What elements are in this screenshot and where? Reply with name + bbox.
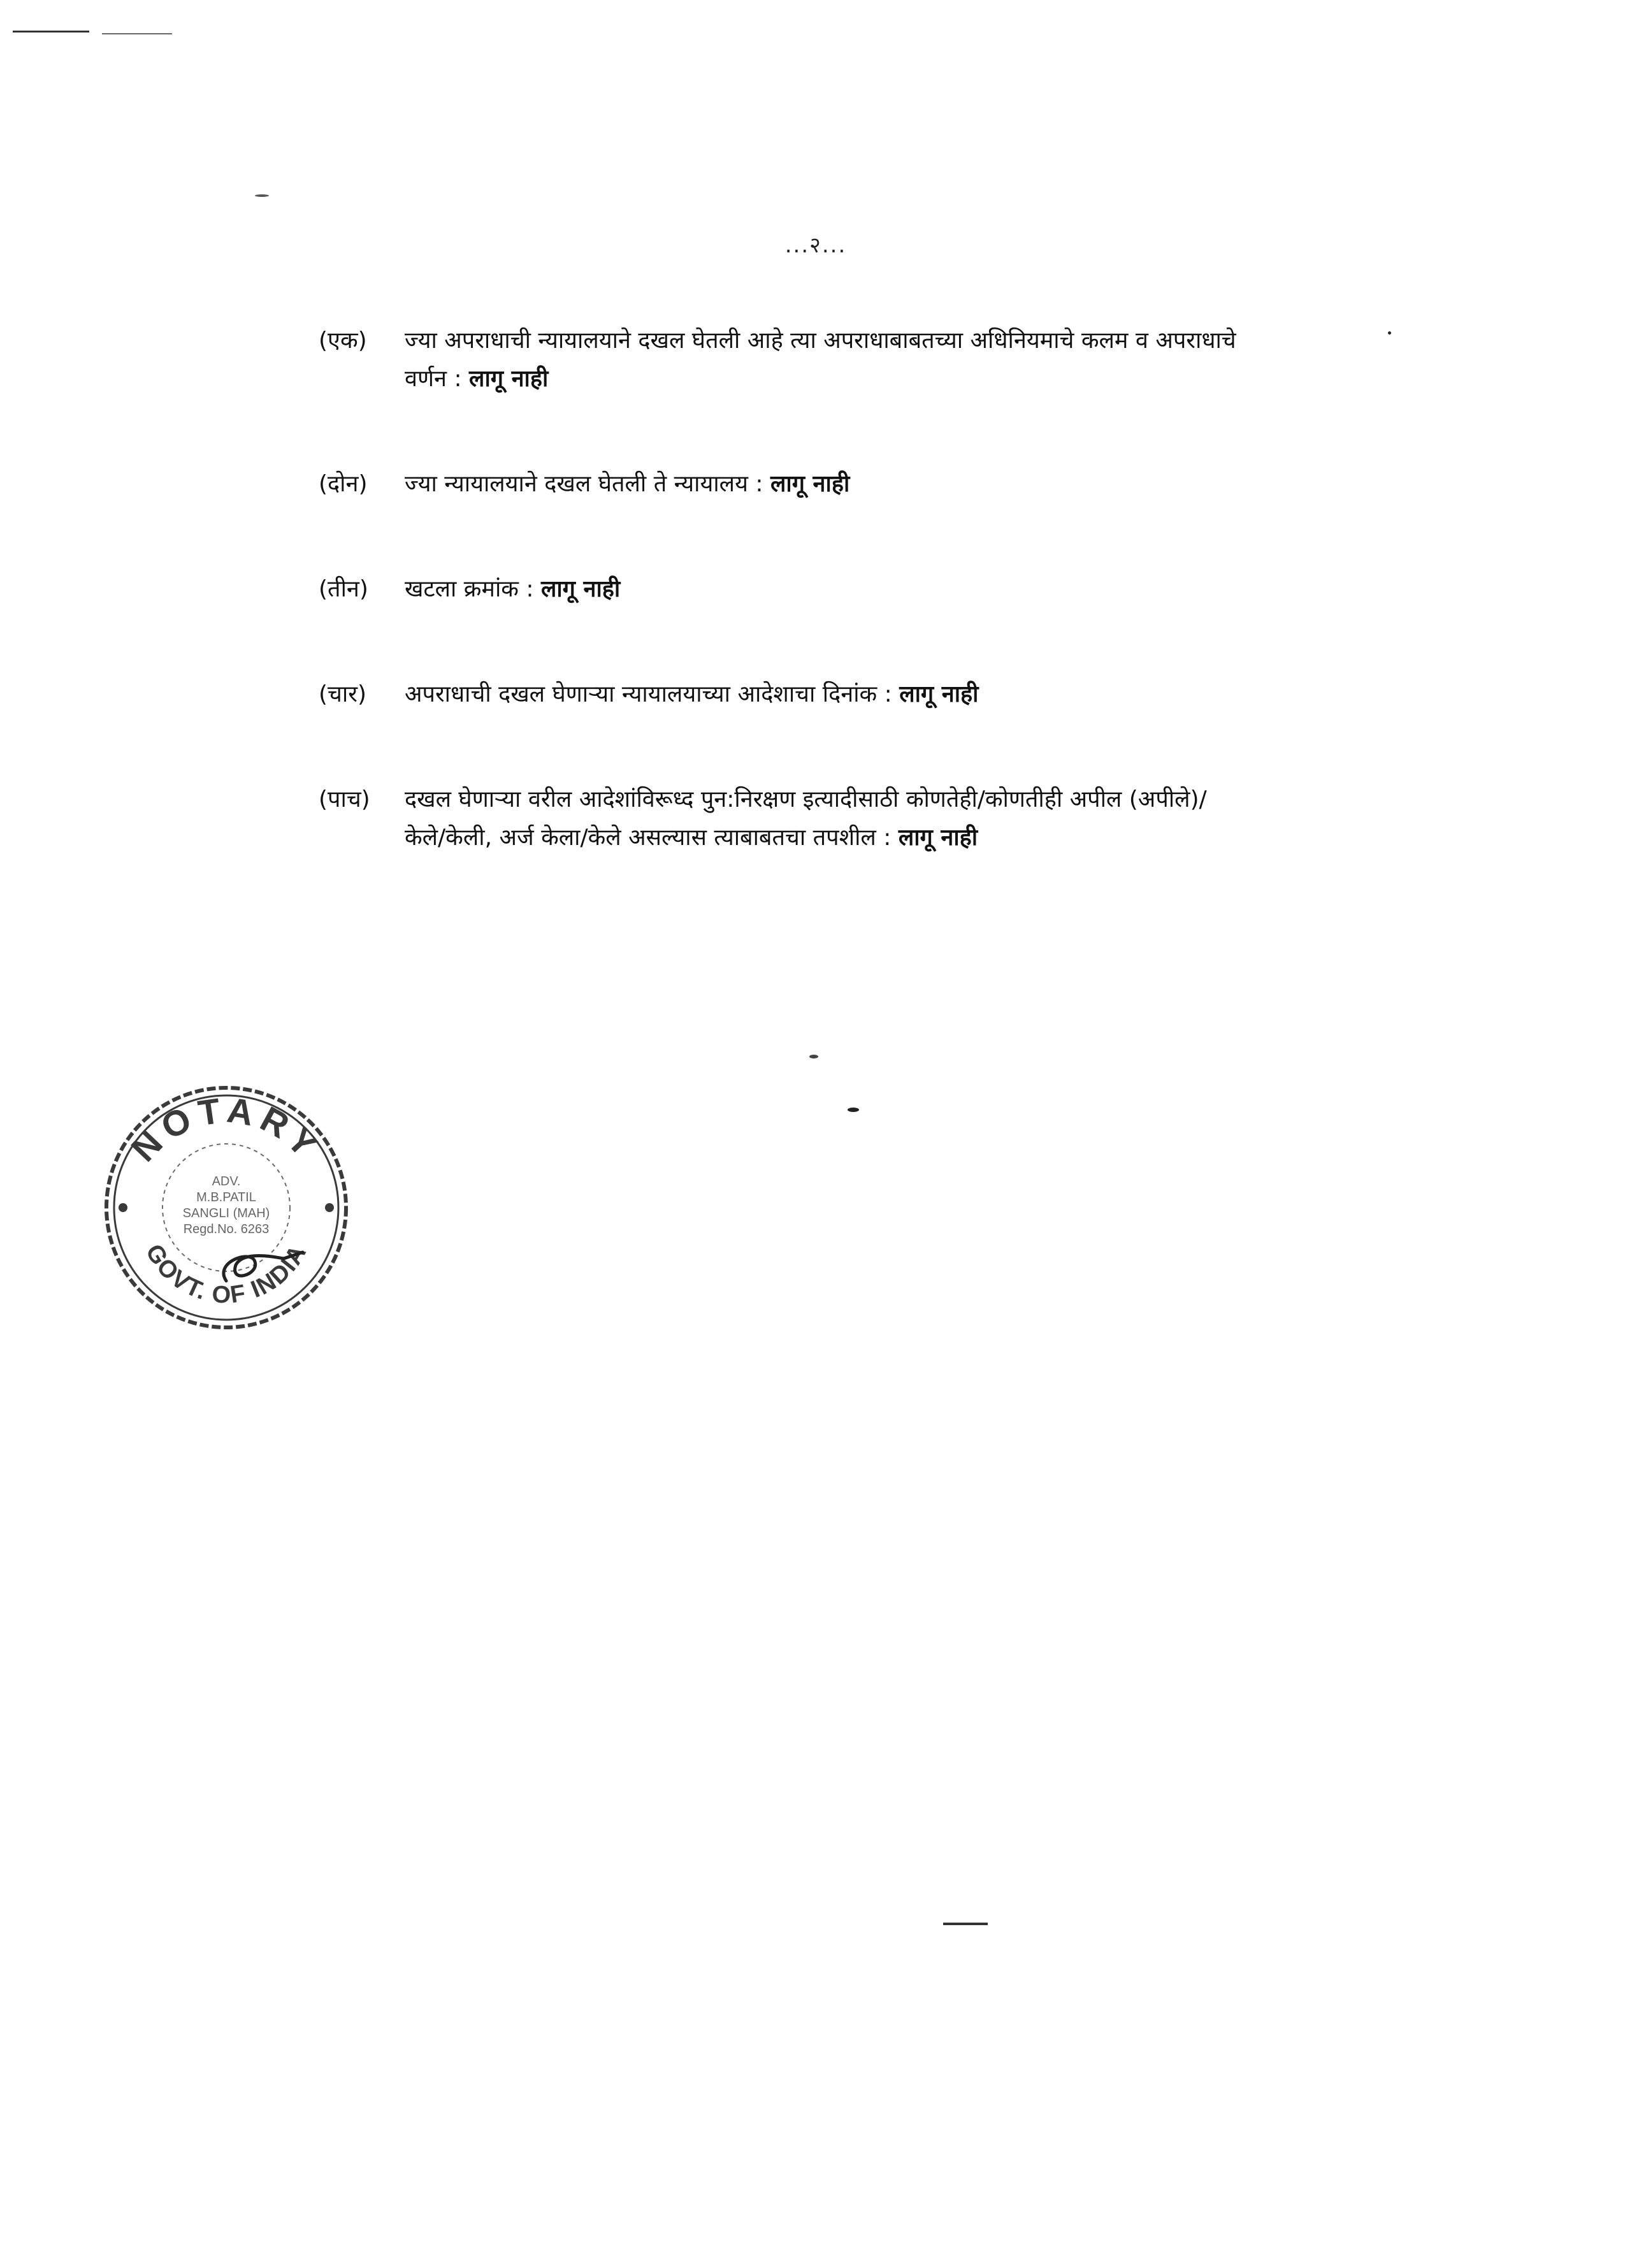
- scan-artifact: [943, 1923, 988, 1925]
- item-marker: (चार): [319, 681, 366, 707]
- item-value: लागू नाही: [469, 366, 549, 392]
- item-value: लागू नाही: [770, 471, 850, 497]
- stamp-bottom-arc: GOVT. OF INDIA: [140, 1239, 312, 1310]
- stamp-top-arc: NOTARY: [123, 1089, 329, 1169]
- item-text: [405, 675, 1236, 714]
- list-item: [319, 570, 1236, 609]
- item-text: [405, 570, 1236, 609]
- item-value: लागू नाही: [898, 825, 978, 851]
- scan-artifact: [102, 33, 172, 34]
- stamp-dot: [325, 1203, 334, 1212]
- notary-stamp: [92, 1071, 360, 1338]
- scan-artifact: [255, 194, 269, 197]
- stamp-center-line: M.B.PATIL: [196, 1190, 256, 1204]
- stamp-dot: [119, 1203, 127, 1212]
- stamp-bottom-text: [140, 1240, 312, 1309]
- item-list: [319, 322, 1236, 924]
- item-text: [405, 465, 1236, 503]
- scan-artifact: [809, 1055, 818, 1058]
- item-description: अपराधाची दखल घेणाऱ्या न्यायालयाच्या आदेशाचा दिनांक :: [405, 681, 900, 707]
- page-number: ...२...: [784, 233, 847, 258]
- item-marker: (पाच): [319, 786, 370, 813]
- stamp-center-line: ADV.: [212, 1174, 241, 1188]
- list-item: [319, 781, 1236, 857]
- stamp-top-text: [123, 1090, 329, 1169]
- item-text: [405, 781, 1236, 857]
- scan-artifact: [13, 31, 89, 33]
- stamp-center-line: Regd.No. 6263: [183, 1222, 270, 1236]
- item-description: दखल घेणाऱ्या वरील आदेशांविरूध्द पुन:निरक्षण इत्यादीसाठी कोणतेही/कोणतीही अपील (अपीले)/केले/केली, अर्ज केला/केले असल्यास त्याबाबतचा तपशील :: [405, 786, 1207, 851]
- scan-artifact: [848, 1108, 859, 1112]
- list-item: [319, 465, 1236, 503]
- item-marker: (एक): [319, 328, 367, 354]
- item-description: ज्या अपराधाची न्यायालयाने दखल घेतली आहे त्या अपराधाबाबतच्या अधिनियमाचे कलम व अपराधाचे वर्णन :: [405, 328, 1236, 392]
- item-value: लागू नाही: [540, 576, 621, 602]
- item-marker: (तीन): [319, 576, 368, 602]
- list-item: [319, 322, 1236, 398]
- item-description: खटला क्रमांक :: [405, 576, 541, 602]
- stamp-center-line: SANGLI (MAH): [182, 1206, 270, 1220]
- item-value: लागू नाही: [899, 681, 979, 707]
- item-description: ज्या न्यायालयाने दखल घेतली ते न्यायालय :: [405, 471, 770, 497]
- item-marker: (दोन): [319, 471, 368, 497]
- item-text: [405, 322, 1236, 398]
- scan-artifact: [1388, 331, 1391, 335]
- list-item: [319, 675, 1236, 714]
